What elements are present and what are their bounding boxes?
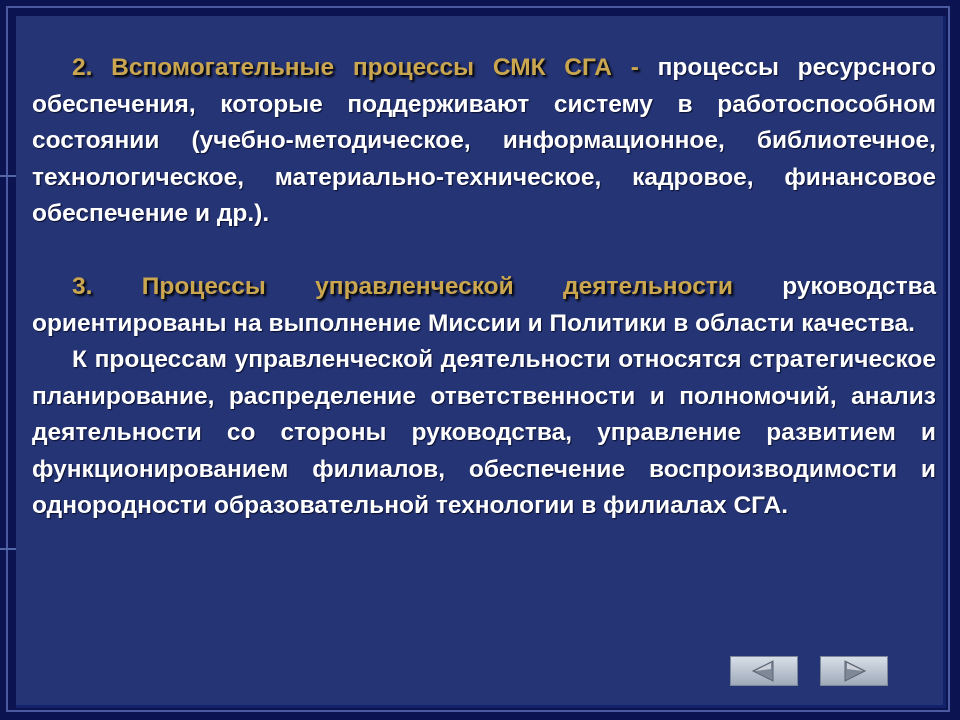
paragraph-text: руководства ориентированы на выполнение Миссии и Политики в области качества. (32, 273, 936, 337)
paragraph-management-list (32, 342, 936, 525)
back-button[interactable] (730, 656, 798, 686)
paragraph-spacer (32, 233, 936, 270)
paragraph-heading: 3. Процессы управленческой деятельности (72, 273, 733, 300)
paragraph-text: процессы ресурсного обеспечения, которые поддерживают систему в работоспособном состоянии (учебно-методическое, информационное, библиотечное, технологическое, материально-техническое, кадровое, финансовое обеспечение и др.). (32, 54, 937, 227)
paragraph-auxiliary-processes (32, 50, 936, 233)
paragraph-heading: 2. Вспомогательные процессы СМК СГА - (72, 54, 639, 81)
paragraph-text: К процессам управленческой деятельности относятся стратегическое планирование, распределение ответственности и полномочий, анализ деятельности со стороны руководства, управление развитием и функционированием филиалов, обеспечение воспроизводимости и однородности образовательной технологии в филиалах СГА. (32, 346, 936, 519)
forward-button[interactable] (820, 656, 888, 686)
triangle-right-icon (821, 657, 887, 685)
triangle-left-icon (731, 657, 797, 685)
frame-divider-top (0, 175, 16, 177)
frame-divider-bottom (0, 548, 16, 550)
paragraph-management-processes (32, 269, 936, 342)
slide-body (32, 50, 936, 525)
